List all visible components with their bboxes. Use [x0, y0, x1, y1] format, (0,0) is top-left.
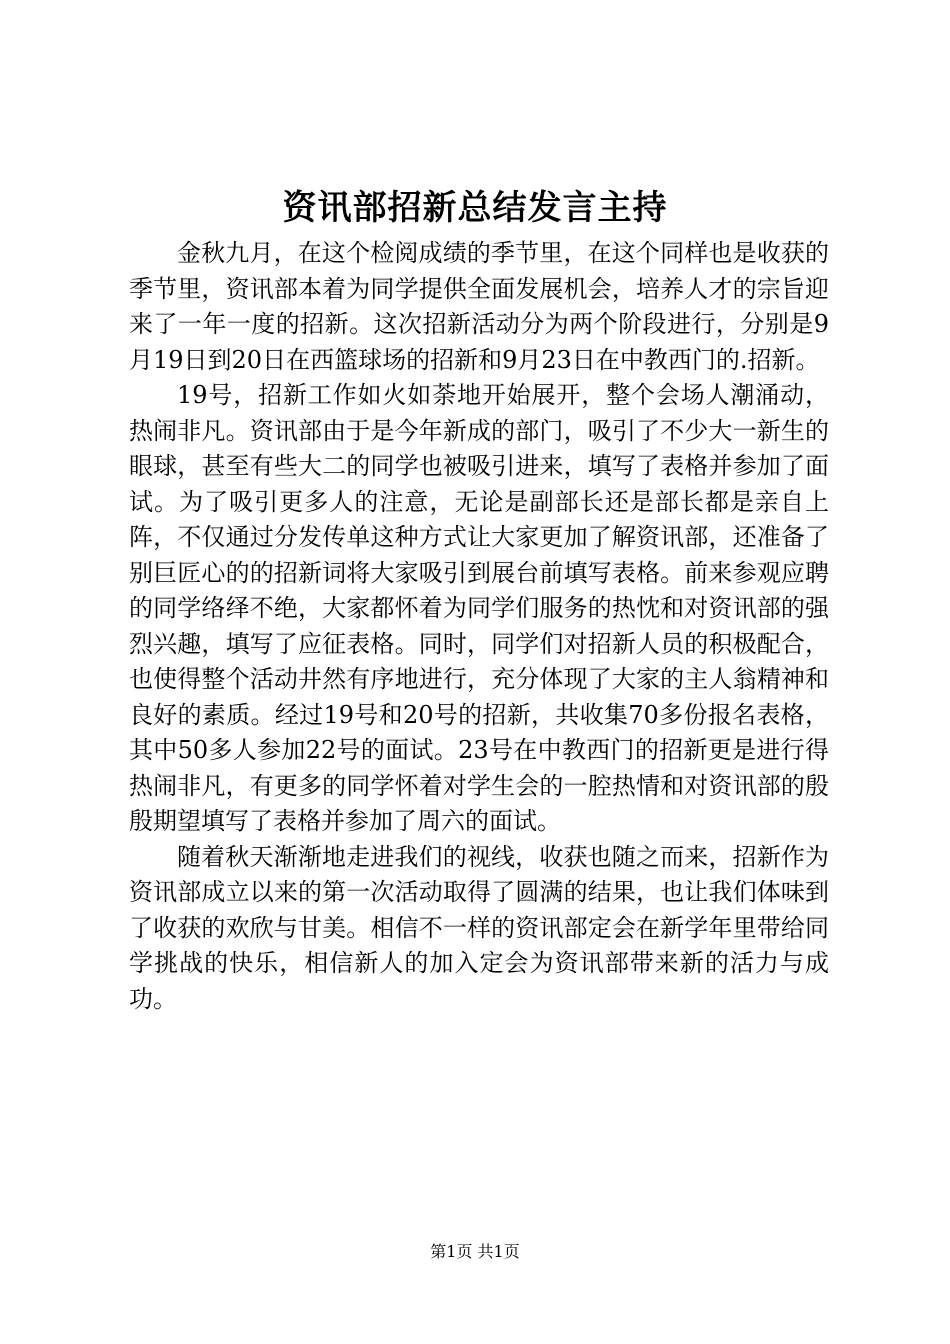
- page-number-footer: 第1页 共1页: [430, 1242, 520, 1261]
- paragraph-2: 19号，招新工作如火如荼地开始展开，整个会场人潮涌动，热闹非凡。资讯部由于是今年新成的部门，吸引了不少大一新生的眼球，甚至有些大二的同学也被吸引进来，填写了表格并参加了面试。为了吸引更多人的注意，无论是副部长还是部长都是亲自上阵，不仅通过分发传单这种方式让大家更加了解资讯部，还准备了别巨匠心的的招新词将大家吸引到展台前填写表格。前来参观应聘的同学络绎不绝，大家都怀着为同学们服务的热忱和对资讯部的强烈兴趣，填写了应征表格。同时，同学们对招新人员的积极配合，也使得整个活动井然有序地进行，充分体现了大家的主人翁精神和良好的素质。经过19号和20号的招新，共收集70多份报名表格，其中50多人参加22号的面试。23号在中教西门的招新更是进行得热闹非凡，有更多的同学怀着对学生会的一腔热情和对资讯部的殷殷期望填写了表格并参加了周六的面试。: [129, 381, 829, 835]
- document-title: 资讯部招新总结发言主持: [282, 188, 668, 228]
- paragraph-3: 随着秋天渐渐地走进我们的视线，收获也随之而来，招新作为资讯部成立以来的第一次活动取得了圆满的结果，也让我们体味到了收获的欢欣与甘美。相信不一样的资讯部定会在新学年里带给同学挑战的快乐，相信新人的加入定会为资讯部带来新的活力与成功。: [129, 842, 829, 1013]
- paragraph-1: 金秋九月，在这个检阅成绩的季节里，在这个同样也是收获的季节里，资讯部本着为同学提供全面发展机会，培养人才的宗旨迎来了一年一度的招新。这次招新活动分为两个阶段进行，分别是9月19日到20日在西篮球场的招新和9月23日在中教西门的.招新。: [129, 239, 829, 374]
- document-body: [129, 236, 829, 1017]
